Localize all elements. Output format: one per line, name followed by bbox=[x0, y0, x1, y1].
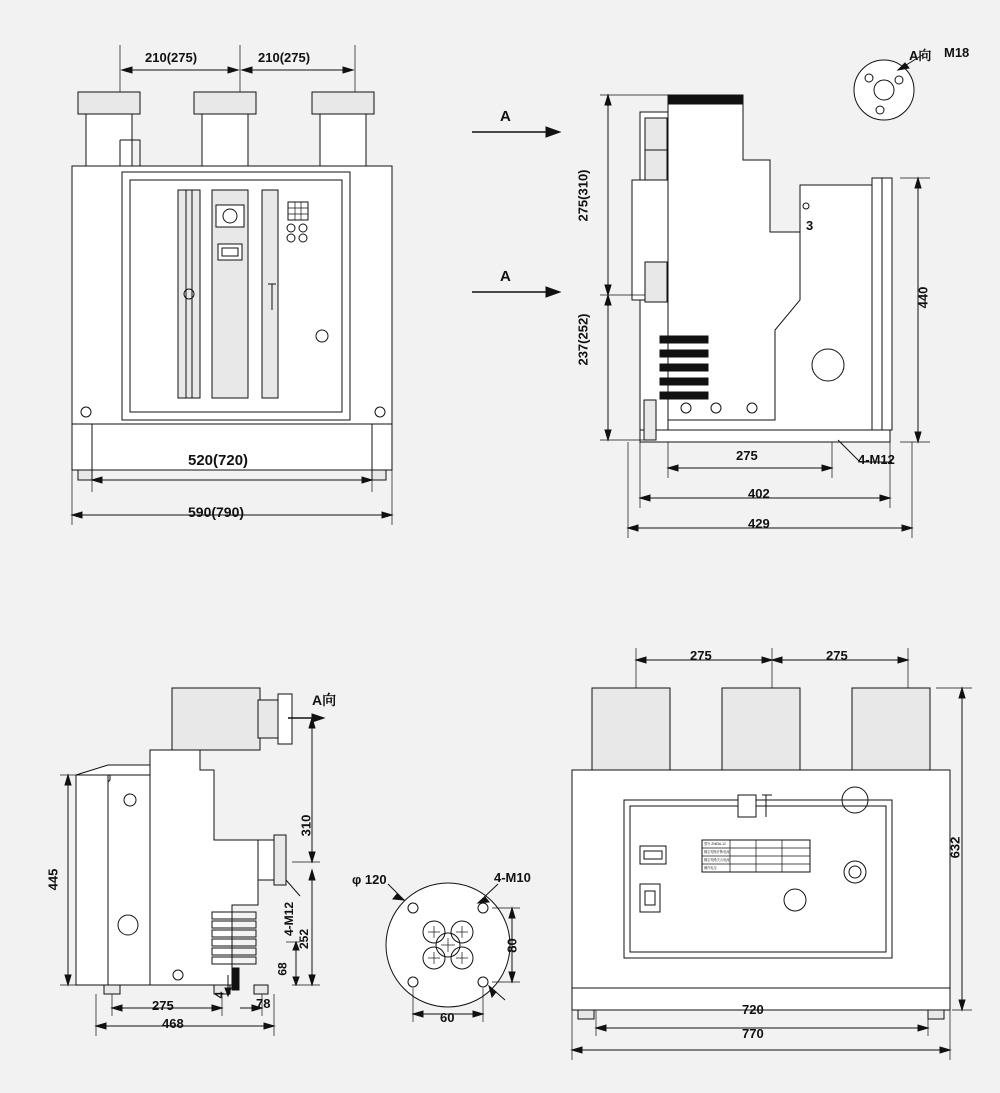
section-arrows bbox=[472, 127, 560, 297]
dim-height-upper: 275(310) bbox=[575, 169, 591, 222]
dim-height-632: 632 bbox=[947, 836, 963, 859]
nameplate-row: 额定短路开断电流 bbox=[704, 850, 730, 854]
callout-3: 3 bbox=[806, 218, 814, 233]
flange-dim-80: 80 bbox=[504, 938, 520, 953]
dim-mounting-width: 520(720) bbox=[188, 452, 249, 469]
dim-height-right-440: 440 bbox=[915, 286, 931, 309]
flange-dim-60: 60 bbox=[440, 1010, 455, 1025]
nameplate-row: 型号 ZN63A-12 bbox=[704, 842, 726, 846]
dim-pole-pitch-1: 210(275) bbox=[145, 50, 198, 65]
flange-bolts-label: 4-M10 bbox=[494, 870, 531, 885]
dim-275-bottom: 275 bbox=[152, 998, 174, 1013]
dim-overall-770: 770 bbox=[742, 1026, 764, 1041]
dim-4: 4 bbox=[212, 991, 227, 999]
dim-depth-275: 275 bbox=[736, 448, 758, 463]
dim-depth-402: 402 bbox=[748, 486, 770, 501]
dim-pitch-275-a: 275 bbox=[690, 648, 712, 663]
dim-height-310: 310 bbox=[298, 814, 314, 837]
dim-height-252: 252 bbox=[297, 928, 312, 950]
dim-468: 468 bbox=[162, 1016, 184, 1031]
dim-depth-429: 429 bbox=[748, 516, 770, 531]
dim-pitch-275-b: 275 bbox=[826, 648, 848, 663]
view-side-bottom bbox=[60, 688, 324, 1036]
detail-a-label-top: A向 bbox=[909, 48, 932, 63]
dim-height-445: 445 bbox=[45, 868, 61, 891]
section-arrow-a-upper: A bbox=[500, 108, 511, 125]
bolt-4m12-label-top: 4-M12 bbox=[858, 452, 895, 467]
dim-pole-pitch-2: 210(275) bbox=[258, 50, 311, 65]
dim-height-lower: 237(252) bbox=[575, 313, 591, 366]
nameplate-row: 额定短路关合电流 bbox=[704, 858, 730, 862]
dim-78: 78 bbox=[256, 996, 271, 1011]
nameplate-text bbox=[704, 840, 810, 872]
nameplate-row: 操作电压 bbox=[704, 866, 717, 870]
flange-diameter-label: φ 120 bbox=[352, 872, 387, 887]
dim-overall-width: 590(790) bbox=[188, 504, 245, 520]
bolt-4m12-label-bottom: 4-M12 bbox=[282, 901, 297, 937]
dim-height-68: 68 bbox=[275, 962, 290, 976]
section-arrow-a-lower: A bbox=[500, 268, 511, 285]
bolt-m18-label: M18 bbox=[944, 45, 970, 60]
detail-a-label-bottom: A向 bbox=[312, 692, 337, 708]
view-flange-detail bbox=[386, 883, 520, 1022]
dim-mounting-720: 720 bbox=[742, 1002, 764, 1017]
